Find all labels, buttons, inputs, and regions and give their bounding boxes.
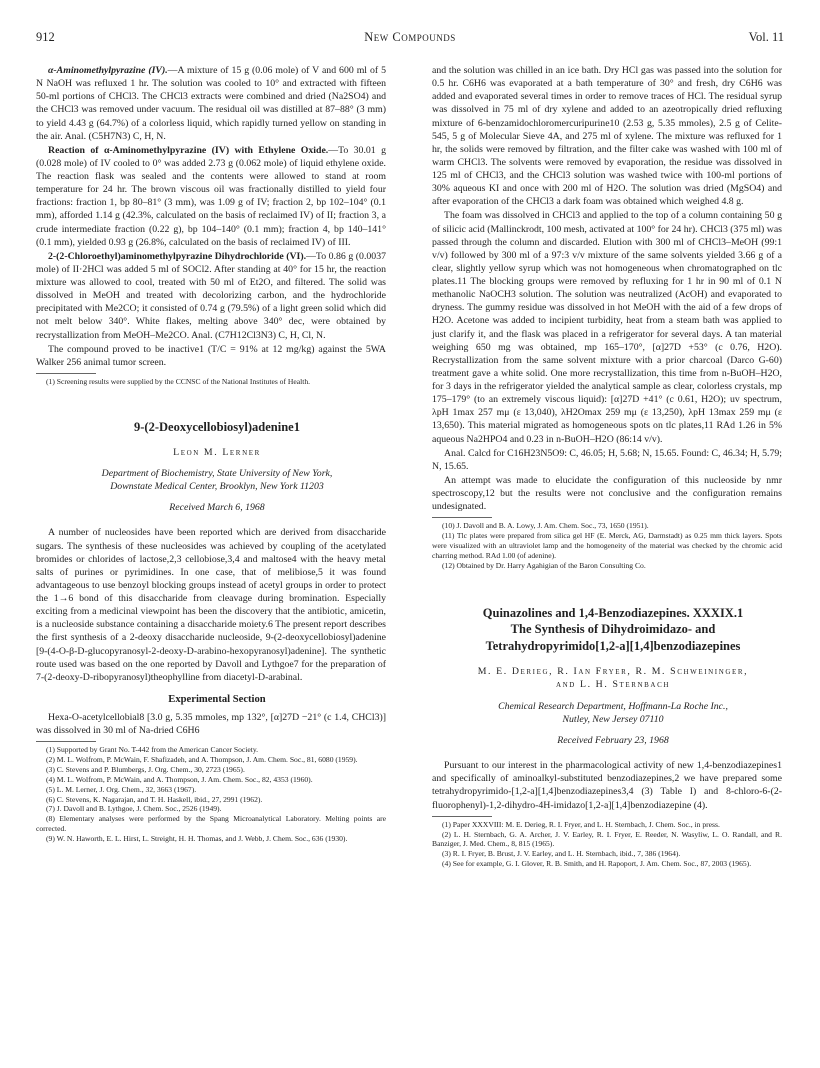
- footnote: (11) Tlc plates were prepared from silica gel HF (E. Merck, AG, Darmstadt) as 0.25 mm thick layers. Spots were visualized with an ultraviolet lamp and the homogeneity of the material was checked by the chromic acid charring method. RAd 1.00 (of adenine).: [432, 531, 782, 560]
- paragraph: An attempt was made to elucidate the configuration of this nucleoside by nmr spectroscopy,12 but the results were not conclusive and the configuration remains undesignated.: [432, 474, 782, 513]
- paragraph: Hexa-O-acetylcellobial8 [3.0 g, 5.35 mmoles, mp 132°, [α]27D −21° (c 1.4, CHCl3)] was dissolved in 30 ml of Na-dried C6H6: [36, 712, 386, 737]
- analysis-paragraph: Anal. Calcd for C16H23N5O9: C, 46.05; H, 5.68; N, 15.65. Found: C, 46.34; H, 5.79; N, 15.65.: [432, 447, 782, 472]
- footnote: (1) Screening results were supplied by the CCNSC of the National Institutes of Health.: [46, 376, 311, 386]
- footnote: (2) M. L. Wolfrom, P. McWain, F. Shafizadeh, and A. Thompson, J. Am. Chem. Soc., 81, 6080 (1959).: [46, 755, 358, 765]
- received-date: Received March 6, 1968: [169, 502, 265, 514]
- paragraph-text: —A mixture of 15 g (0.06 mole) of V and 600 ml of 5 N NaOH was refluxed 1 hr. The solution was cooled to 10° and extracted with fifteen 50-ml portions of CHCl3. The CHCl3 extracts were combined and dried (Na2SO4) and the CHCl3 was removed under vacuum. The residual oil was distilled at 87–88° (3 mm) to yield 4.43 g (64.7%) of a colorless liquid, which rapidly turned yellow on standing in the air. Anal. (C5H7N3) C, H, N.: [36, 65, 386, 142]
- volume-label: Vol. 11: [748, 30, 784, 44]
- article-title-line: The Synthesis of Dihydroimidazo- and: [510, 622, 716, 637]
- received-date: Received February 23, 1968: [557, 735, 669, 747]
- footnote-divider: [432, 816, 492, 817]
- paragraph: The foam was dissolved in CHCl3 and applied to the top of a column containing 50 g of silicic acid (Mallinckrodt, 100 mesh, activated at 100° for 24 hr). CHCl3 (375 ml) was passed through the column and discarded. Elution with 300 ml of CHCl3–MeOH (99:1 v/v) followed by 300 ml of a 97:3 v/v mixture of the same solvents yielded 3.66 g of a clear, slightly yellow syrup which was not homogeneous when chromatographed on tlc plates.11 The blocking groups were removed by refluxing for 1 hr in 90 ml of 0.1 N methanolic NaOCH3 solution. The solution was neutralized (AcOH) and evaporated to dryness. The gummy residue was dissolved in hot MeOH with the aid of a few drops of H2O. Acetone was added to incipient turbidity, heat from a steam bath was applied to just clarify it, and the flask was placed in a refrigerator for several days. A tan material weighing 650 mg was obtained, mp 165–170°, [α]27D +53° (c 0.76, H2O). Recrystallization from the same solvent mixture with a prior charcoal (Darco G-60) treatment gave a white solid. One more recrystallization, this time from n-BuOH–H2O, for 3 days in the refrigerator yielded the analytical sample as clear, colorless crystals, mp 175–179° (to an extremely viscous liquid): [α]27D +41° (c 0.61, H2O); uv spectrum, λpH 1max 257 mμ (ε 13,040), λH2Omax 259 mμ (ε 13,250), λpH 13max 259 mμ (ε 13,650). This material migrated as homogeneous spots on tlc plates,11 RAd 1.26 in 5% aqueous Na2HPO4 and 0.23 in n-BuOH–H2O (86:14 v/v).: [432, 210, 782, 445]
- article-title: 9-(2-Deoxycellobiosyl)adenine1: [134, 419, 300, 434]
- footnote: (3) C. Stevens and P. Blumbergs, J. Org. Chem., 30, 2723 (1965).: [46, 765, 245, 775]
- paragraph-text: —To 0.86 g (0.0037 mole) of II·2HCl was added 5 ml of SOCl2. After standing at 40° for 15 hr, the reaction mixture was allowed to cool, treated with 50 ml of Et2O, and filtered. The solid was dissolved in MeOH and treated with decolorizing carbon, and the hydrochloride precipitated with Me2CO; it consisted of 0.74 g (79.5%) of a light green solid which did not melt below 340°. White flakes, melting above 340° dec, were obtained by recrystallization from MeOH–Me2CO. Anal. (C7H12Cl3N3) C, H, Cl, N.: [36, 250, 386, 341]
- paragraph: [36, 64, 386, 143]
- paragraph: [36, 144, 386, 249]
- right-column: [432, 64, 782, 869]
- paragraph: The compound proved to be inactive1 (T/C = 91% at 12 mg/kg) against the 5WA Walker 256 animal tumor screen.: [36, 343, 386, 368]
- affiliation-line: Chemical Research Department, Hoffmann-La Roche Inc.,: [498, 700, 728, 712]
- footnote-divider: [432, 517, 492, 518]
- footnote: (10) J. Davoll and B. A. Lowy, J. Am. Chem. Soc., 73, 1650 (1951).: [442, 521, 649, 531]
- paragraph-text: —To 30.01 g (0.028 mole) of IV cooled to 0° was added 2.73 g (0.062 mole) of liquid ethylene oxide. The reaction flask was sealed and the contents were allowed to stand at room temperature for 24 hr. The brown viscous oil was fractionally distilled to yield four fractions: fraction 1, bp 80–81° (3 mm), was 1.09 g of IV; fraction 2, bp 102–104° (0.1 mm), afforded 1.14 g (42.3%, calculated on the basis of reclaimed IV) of II; fraction 3, a crude intermediate fraction (0.22 g), bp 104–140° (0.1 mm); fraction 4, bp 140–141° (0.1 mm), yielded 0.93 g (26.8%, calculated on the basis of reclaimed IV) of III.: [36, 144, 386, 248]
- left-column: [36, 64, 386, 844]
- footnote: (7) J. Davoll and B. Lythgoe, J. Chem. Soc., 2526 (1949).: [46, 804, 222, 814]
- footnote: (3) R. I. Fryer, B. Brust, J. V. Earley, and L. H. Sternbach, ibid., 7, 386 (1964).: [442, 849, 681, 859]
- article-title-line: Quinazolines and 1,4-Benzodiazepines. XXXIX.1: [482, 605, 744, 620]
- paragraph: [36, 250, 386, 342]
- compound-heading: 2-(2-Chloroethyl)aminomethylpyrazine Dihydrochloride (VI).: [48, 250, 307, 262]
- page-number: 912: [36, 30, 55, 44]
- compound-heading: α-Aminomethylpyrazine (IV).: [48, 65, 168, 76]
- paragraph: A number of nucleosides have been reported which are derived from disaccharide sugars. The synthesis of these nucleosides was achieved by coupling of the acetylated bromides or chlorides of lactose,2,3 cellobiose,3,4 and maltose4 with the heavy metal salts of purines or pyrimidines. In one case, that of melibiose,5 it was found advantageous to use benzoyl blocking groups instead of acetyl groups in order to protect the 1→6 bond of this disaccharide from cleavage during bromination. Especially exciting from a medicinal viewpoint has been the discovery that the antibiotic, amicetin, is a nucleoside substance containing a disaccharide moiety.6 The present report describes the first synthesis of a 2-deoxy disaccharide nucleoside, 9-(2-deoxycellobiosyl)adenine [9-(4-O-β-D-glucopyranosyl-2-deoxy-D-arabino-hexopyranosyl)adenine]. The synthetic route used was based on the one reported by Davoll and Lythgoe7 for the preparation of 7-(2-deoxy-D-ribopyranosyl)theophylline from diacetyl-D-arabinal.: [36, 527, 386, 683]
- article-title-line: Tetrahydropyrimido[1,2-a][1,4]benzodiazepines: [485, 639, 741, 654]
- footnote: (2) L. H. Sternbach, G. A. Archer, J. V. Earley, R. I. Fryer, E. Reeder, N. Wasyliw, L. O. Randall, and R. Banziger, J. Med. Chem., 8, 815 (1965).: [432, 829, 782, 849]
- paragraph: Pursuant to our interest in the pharmacological activity of new 1,4-benzodiazepines1 and specifically of aminoalkyl-substituted benzodiazepines,2 we have prepared some tetrahydropyrimido-[1,2-a][1,4]benzodiazepines3,4 (3) Table I) and 8-chloro-6-(2-fluorophenyl)-1,2-dihydro-4H-imidazo[1,2-a][1,4]benzodiazepine (4).: [432, 760, 782, 811]
- affiliation-line: Nutley, New Jersey 07110: [562, 713, 664, 725]
- affiliation-line: Department of Biochemistry, State University of New York,: [101, 467, 333, 479]
- footnote: (8) Elementary analyses were performed by the Spang Microanalytical Laboratory. Melting points are corrected.: [36, 814, 386, 834]
- article-author: Leon M. Lerner: [173, 446, 261, 458]
- footnote: (1) Paper XXXVIII: M. E. Derieg, R. I. Fryer, and L. H. Sternbach, J. Chem. Soc., in press.: [442, 819, 720, 829]
- footnote-divider: [36, 373, 96, 374]
- footnote: (4) See for example, G. I. Glover, R. B. Smith, and H. Rapoport, J. Am. Chem. Soc., 87, 2003 (1965).: [442, 859, 752, 869]
- compound-heading: Reaction of α-Aminomethylpyrazine (IV) with Ethylene Oxide.: [48, 144, 329, 156]
- footnote: (9) W. N. Haworth, E. L. Hirst, L. Streight, H. H. Thomas, and J. Webb, J. Chem. Soc., 636 (1930).: [46, 834, 348, 844]
- footnote: (4) M. L. Wolfrom, P. McWain, and A. Thompson, J. Am. Chem. Soc., 82, 4353 (1960).: [46, 774, 313, 784]
- footnote: (12) Obtained by Dr. Harry Agahigian of the Baron Consulting Co.: [442, 560, 646, 570]
- journal-section-title: New Compounds: [364, 30, 456, 44]
- footnote: (6) C. Stevens, K. Nagarajan, and T. H. Haskell, ibid., 27, 2991 (1962).: [46, 794, 263, 804]
- section-heading: Experimental Section: [168, 693, 266, 705]
- article-authors: and L. H. Sternbach: [555, 679, 671, 691]
- footnote: (1) Supported by Grant No. T-442 from the American Cancer Society.: [46, 745, 259, 755]
- running-header: [36, 30, 784, 48]
- article-authors: M. E. Derieg, R. Ian Fryer, R. M. Schweininger,: [477, 666, 749, 678]
- affiliation-line: Downstate Medical Center, Brooklyn, New York 11203: [110, 481, 324, 493]
- footnote-divider: [36, 741, 96, 742]
- paragraph: and the solution was chilled in an ice bath. Dry HCl gas was passed into the solution for 0.5 hr. C6H6 was evaporated at a bath temperature of 30° and fresh, dry C6H6 was added and evaporated several times in order to remove traces of HCl. The residual syrup was dissolved in 75 ml of dry xylene and added to an azeotropically dried refluxing mixture of 6-benzamidochloromercuripurine10 (2.53 g, 5.35 mmoles), 2.5 g of Celite-545, 5 g of Molecular Sieve 4A, and 275 ml of xylene. The mixture was refluxed for 1 hr, the solids were removed by filtration, and the filter cake was washed with 100 ml of warm CHCl3. The solvents were removed by evaporation, the residue was dissolved in 125 ml of CHCl3, and the CHCl3 solution was washed twice with 100-ml portions of 30% aqueous KI and once with 200 ml of H2O. The solution was dried (MgSO4) and after evaporation of the CHCl3 a dark foam was obtained which weighed 4.8 g.: [432, 65, 782, 208]
- footnote: (5) L. M. Lerner, J. Org. Chem., 32, 3663 (1967).: [46, 784, 197, 794]
